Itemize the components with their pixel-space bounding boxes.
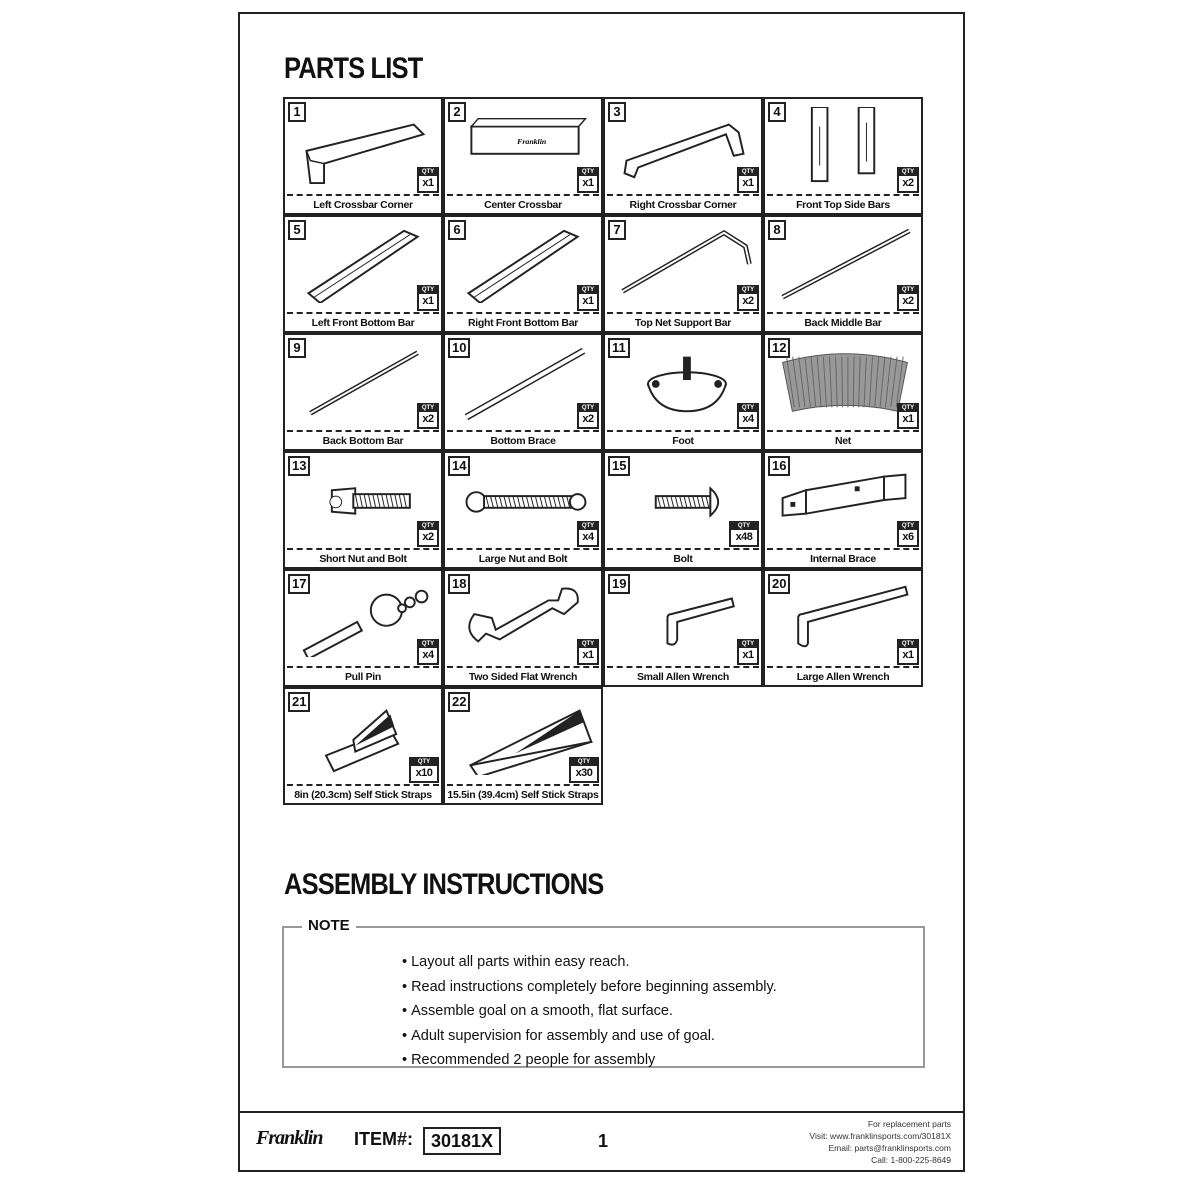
item-label: ITEM#: bbox=[354, 1129, 414, 1149]
part-cell bbox=[443, 333, 603, 451]
note-list bbox=[402, 950, 777, 1073]
qty-value: x2 bbox=[582, 413, 594, 425]
part-label: Bottom Brace bbox=[490, 435, 556, 447]
footer-divider bbox=[240, 1111, 963, 1113]
qty-badge bbox=[409, 757, 439, 783]
qty-header: QTY bbox=[419, 523, 437, 530]
part-label: Right Crossbar Corner bbox=[629, 199, 737, 211]
qty-badge bbox=[897, 167, 919, 193]
part-cell bbox=[603, 333, 763, 451]
part-cell bbox=[763, 333, 923, 451]
bent-bar-icon bbox=[615, 225, 755, 303]
foot-icon bbox=[615, 343, 755, 421]
qty-badge bbox=[569, 757, 599, 783]
part-label: Large Allen Wrench bbox=[796, 671, 890, 683]
part-number: 5 bbox=[288, 220, 306, 240]
qty-badge bbox=[417, 639, 439, 665]
qty-value: x1 bbox=[902, 413, 914, 425]
part-label: Short Nut and Bolt bbox=[319, 553, 407, 565]
part-cell bbox=[283, 333, 443, 451]
qty-value: x1 bbox=[902, 649, 914, 661]
qty-header: QTY bbox=[579, 523, 597, 530]
crossbar-corner-left-icon bbox=[295, 107, 435, 185]
dashed-divider bbox=[447, 430, 599, 432]
qty-badge bbox=[737, 639, 759, 665]
qty-value: x6 bbox=[902, 531, 914, 543]
qty-value: x1 bbox=[742, 177, 754, 189]
dashed-divider bbox=[287, 548, 439, 550]
qty-value: x1 bbox=[582, 177, 594, 189]
wrench-icon bbox=[455, 579, 595, 657]
qty-header: QTY bbox=[899, 641, 917, 648]
part-cell bbox=[603, 451, 763, 569]
franklin-logo: Franklin bbox=[256, 1127, 323, 1149]
bottom-bar-icon bbox=[295, 225, 435, 303]
qty-header: QTY bbox=[739, 169, 757, 176]
part-number: 12 bbox=[768, 338, 790, 358]
part-label: Two Sided Flat Wrench bbox=[468, 671, 578, 683]
note-item: • Read instructions completely before beginning assembly. bbox=[402, 975, 777, 1000]
dashed-divider bbox=[607, 548, 759, 550]
dashed-divider bbox=[287, 312, 439, 314]
note-item: • Adult supervision for assembly and use of goal. bbox=[402, 1024, 777, 1049]
dashed-divider bbox=[287, 784, 439, 786]
dashed-divider bbox=[287, 194, 439, 196]
qty-header: QTY bbox=[739, 641, 757, 648]
qty-badge bbox=[417, 521, 439, 547]
part-cell bbox=[603, 215, 763, 333]
qty-value: x1 bbox=[582, 649, 594, 661]
qty-header: QTY bbox=[899, 405, 917, 412]
qty-badge bbox=[417, 403, 439, 429]
part-cell bbox=[283, 215, 443, 333]
page-number: 1 bbox=[598, 1131, 609, 1151]
part-number: 3 bbox=[608, 102, 626, 122]
part-label: Foot bbox=[672, 435, 694, 447]
part-number: 15 bbox=[608, 456, 630, 476]
qty-badge bbox=[417, 285, 439, 311]
part-number: 13 bbox=[288, 456, 310, 476]
qty-header: QTY bbox=[899, 287, 917, 294]
part-number: 17 bbox=[288, 574, 310, 594]
qty-header: QTY bbox=[579, 641, 597, 648]
contact-info bbox=[809, 1118, 951, 1166]
dashed-divider bbox=[447, 548, 599, 550]
part-label: Small Allen Wrench bbox=[636, 671, 730, 683]
part-number: 14 bbox=[448, 456, 470, 476]
note-title: NOTE bbox=[302, 917, 356, 934]
side-bars-icon bbox=[775, 107, 915, 185]
qty-value: x2 bbox=[902, 295, 914, 307]
qty-header: QTY bbox=[579, 169, 597, 176]
qty-header: QTY bbox=[419, 641, 437, 648]
dashed-divider bbox=[287, 430, 439, 432]
qty-value: x1 bbox=[742, 649, 754, 661]
franklin-mark: Franklin bbox=[517, 137, 547, 147]
qty-badge bbox=[729, 521, 759, 547]
qty-badge bbox=[577, 639, 599, 665]
qty-header: QTY bbox=[579, 287, 597, 294]
dashed-divider bbox=[447, 784, 599, 786]
long-bar-icon bbox=[775, 225, 915, 303]
parts-grid bbox=[283, 97, 925, 809]
net-icon bbox=[775, 343, 915, 421]
qty-header: QTY bbox=[411, 759, 437, 766]
part-label: Left Crossbar Corner bbox=[313, 199, 413, 211]
note-box bbox=[282, 917, 925, 1068]
part-number: 16 bbox=[768, 456, 790, 476]
contact-line: Call: 1-800-225-8649 bbox=[871, 1155, 951, 1165]
part-number: 18 bbox=[448, 574, 470, 594]
dashed-divider bbox=[767, 548, 919, 550]
dashed-divider bbox=[447, 666, 599, 668]
dashed-divider bbox=[767, 430, 919, 432]
nut-bolt-icon bbox=[455, 461, 595, 539]
bottom-bar-icon bbox=[455, 225, 595, 303]
part-label: 8in (20.3cm) Self Stick Straps bbox=[294, 789, 432, 801]
qty-header: QTY bbox=[419, 169, 437, 176]
contact-line: Visit: www.franklinsports.com/30181X bbox=[809, 1131, 951, 1141]
qty-value: x1 bbox=[582, 295, 594, 307]
qty-badge bbox=[577, 403, 599, 429]
part-number: 2 bbox=[448, 102, 466, 122]
dashed-divider bbox=[607, 430, 759, 432]
part-cell bbox=[443, 569, 603, 687]
qty-header: QTY bbox=[739, 287, 757, 294]
qty-badge bbox=[737, 403, 759, 429]
qty-value: x2 bbox=[742, 295, 754, 307]
qty-header: QTY bbox=[731, 523, 757, 530]
qty-value: x2 bbox=[902, 177, 914, 189]
qty-badge bbox=[417, 167, 439, 193]
part-label: Right Front Bottom Bar bbox=[467, 317, 579, 329]
qty-value: x30 bbox=[575, 767, 593, 779]
pull-pin-icon bbox=[295, 579, 435, 657]
qty-badge bbox=[897, 285, 919, 311]
qty-value: x4 bbox=[582, 531, 594, 543]
dashed-divider bbox=[607, 666, 759, 668]
part-label: Pull Pin bbox=[344, 671, 382, 683]
part-number: 9 bbox=[288, 338, 306, 358]
part-number: 11 bbox=[608, 338, 630, 358]
center-crossbar-icon bbox=[455, 107, 595, 185]
part-cell bbox=[443, 451, 603, 569]
part-cell bbox=[763, 215, 923, 333]
part-cell bbox=[283, 687, 443, 805]
nut-bolt-icon bbox=[295, 461, 435, 539]
part-number: 19 bbox=[608, 574, 630, 594]
dashed-divider bbox=[447, 312, 599, 314]
part-number: 4 bbox=[768, 102, 786, 122]
qty-value: x48 bbox=[735, 531, 753, 543]
qty-badge bbox=[897, 403, 919, 429]
dashed-divider bbox=[447, 194, 599, 196]
part-number: 1 bbox=[288, 102, 306, 122]
part-cell bbox=[603, 97, 763, 215]
part-cell bbox=[603, 569, 763, 687]
part-cell bbox=[763, 451, 923, 569]
dashed-divider bbox=[607, 312, 759, 314]
part-number: 22 bbox=[448, 692, 470, 712]
part-label: Back Middle Bar bbox=[804, 317, 882, 329]
item-number: 30181X bbox=[423, 1127, 501, 1155]
qty-header: QTY bbox=[419, 287, 437, 294]
instruction-sheet bbox=[238, 12, 965, 1172]
part-label: Large Nut and Bolt bbox=[478, 553, 568, 565]
part-cell bbox=[443, 687, 603, 805]
qty-badge bbox=[737, 285, 759, 311]
contact-line: For replacement parts bbox=[867, 1119, 951, 1129]
qty-value: x1 bbox=[422, 177, 434, 189]
qty-header: QTY bbox=[571, 759, 597, 766]
rod-icon bbox=[455, 343, 595, 421]
qty-badge bbox=[897, 521, 919, 547]
part-number: 10 bbox=[448, 338, 470, 358]
qty-value: x2 bbox=[422, 531, 434, 543]
assembly-heading: ASSEMBLY INSTRUCTIONS bbox=[284, 868, 604, 901]
qty-header: QTY bbox=[739, 405, 757, 412]
note-item: • Recommended 2 people for assembly bbox=[402, 1048, 777, 1073]
qty-badge bbox=[737, 167, 759, 193]
part-cell bbox=[283, 451, 443, 569]
part-label: Left Front Bottom Bar bbox=[311, 317, 415, 329]
dashed-divider bbox=[767, 312, 919, 314]
dashed-divider bbox=[767, 194, 919, 196]
part-number: 6 bbox=[448, 220, 466, 240]
part-number: 7 bbox=[608, 220, 626, 240]
part-label: Front Top Side Bars bbox=[796, 199, 890, 211]
contact-line: Email: parts@franklinsports.com bbox=[828, 1143, 951, 1153]
part-label: Back Bottom Bar bbox=[322, 435, 404, 447]
part-label: 15.5in (39.4cm) Self Stick Straps bbox=[447, 789, 599, 801]
part-cell bbox=[283, 97, 443, 215]
part-cell bbox=[763, 97, 923, 215]
part-label: Net bbox=[834, 435, 852, 447]
qty-badge bbox=[577, 521, 599, 547]
part-label: Internal Brace bbox=[810, 553, 876, 565]
allen-wrench-icon bbox=[615, 579, 755, 657]
note-item: • Layout all parts within easy reach. bbox=[402, 950, 777, 975]
crossbar-corner-right-icon bbox=[615, 107, 755, 185]
part-label: Top Net Support Bar bbox=[634, 317, 732, 329]
qty-value: x4 bbox=[422, 649, 434, 661]
part-label: Center Crossbar bbox=[484, 199, 562, 211]
qty-value: x4 bbox=[742, 413, 754, 425]
dashed-divider bbox=[607, 194, 759, 196]
qty-value: x10 bbox=[415, 767, 433, 779]
part-cell bbox=[763, 569, 923, 687]
part-number: 21 bbox=[288, 692, 310, 712]
part-cell bbox=[443, 215, 603, 333]
qty-badge bbox=[897, 639, 919, 665]
internal-brace-icon bbox=[775, 461, 915, 539]
part-number: 8 bbox=[768, 220, 786, 240]
qty-header: QTY bbox=[419, 405, 437, 412]
part-cell bbox=[443, 97, 603, 215]
part-number: 20 bbox=[768, 574, 790, 594]
parts-list-heading: PARTS LIST bbox=[284, 52, 423, 85]
allen-wrench-icon bbox=[775, 579, 915, 657]
note-item: • Assemble goal on a smooth, flat surface. bbox=[402, 999, 777, 1024]
qty-header: QTY bbox=[899, 523, 917, 530]
dashed-divider bbox=[767, 666, 919, 668]
rod-icon bbox=[295, 343, 435, 421]
qty-header: QTY bbox=[579, 405, 597, 412]
dashed-divider bbox=[287, 666, 439, 668]
qty-value: x2 bbox=[422, 413, 434, 425]
qty-badge bbox=[577, 285, 599, 311]
part-label: Bolt bbox=[673, 553, 693, 565]
part-cell bbox=[283, 569, 443, 687]
qty-badge bbox=[577, 167, 599, 193]
qty-header: QTY bbox=[899, 169, 917, 176]
qty-value: x1 bbox=[422, 295, 434, 307]
